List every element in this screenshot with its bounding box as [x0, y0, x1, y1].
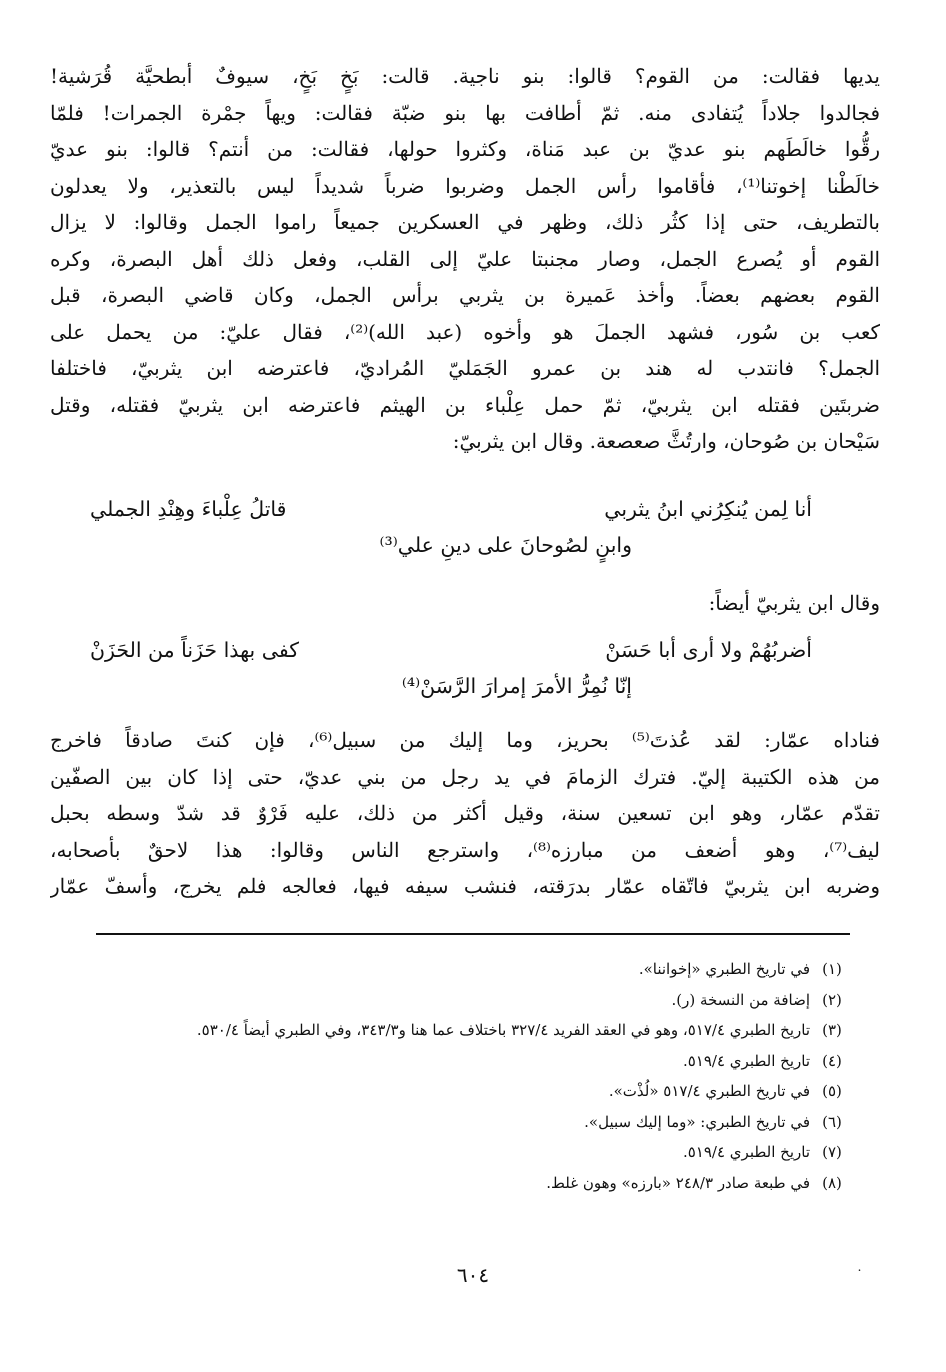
poem-verse-2: وابنٍ لصُوحانَ على دينِ علي⁽³⁾: [379, 533, 632, 557]
text-line: ليف⁽⁷⁾، وهو أضعف من مبارزه⁽⁸⁾، واسترجع الناس وقالوا: هذا لاحقٌ بأصحابه،: [50, 837, 880, 862]
footnote: [60, 1111, 854, 1133]
text-line: تقدّم عمّار، وهو ابن تسعين سنة، وقيل أكثر من ذلك، عليه فَرْوٌ قد شدّ وسطه بحبل: [50, 801, 880, 825]
main-text-bottom: [50, 722, 880, 905]
footnote-number: (٥): [822, 1082, 842, 1100]
text-line: فجالدوا جلاداً يُتفادى منه. ثمّ أطافت بها بنو ضبّة فقالت: ويهاً جمْرة الجمرات! فلمّا: [50, 100, 880, 125]
hemistich-right: أنا لِمن يُنكِرُني ابنُ يثربي: [604, 497, 812, 521]
footnote: [60, 1080, 854, 1102]
footnote-number: (٧): [822, 1143, 842, 1161]
footnote-number: (٦): [822, 1112, 842, 1131]
footnote-text: في تاريخ الطبري ٥١٧/٤ «لُذْت».: [608, 1082, 810, 1100]
hemistich-right: أضربُهُمْ ولا أرى أبا حَسَنْ: [605, 638, 812, 662]
text-line: ضربتَين فقتله ابن يثربيّ، ثمّ حمل عِلْباء بن الهيثم فاعترضه ابن يثربيّ فقتله، وقتل: [50, 392, 880, 417]
text-line: وضربه ابن يثربيّ فاتّقاه عمّار بدرَقته، فنشب سيفه فيها، فعالجه فلم يخرج، وأسفّ عمّار: [50, 874, 880, 898]
poem-verse: [90, 491, 812, 527]
hemistich-left: كفى بهذا حَزَناً من الحَزَنْ: [90, 638, 299, 662]
footnote: [60, 1050, 854, 1072]
poem-1: [90, 491, 812, 563]
footnote-number: (٢): [822, 990, 842, 1009]
hemistich-left: قاتلُ عِلْباءَ وهِنْدِ الجملي: [90, 497, 287, 521]
text-line: كعب بن سُور، فشهد الجملَ هو وأخوه (عبد الله)⁽²⁾، فقال عليّ: من يحمل على: [50, 319, 880, 344]
text-line: يديها فقالت: من القوم؟ قالوا: بنو ناجية. قالت: بَخٍ بَخٍ، سيوفٌ أبطحيَّة قُرَشية!: [50, 64, 880, 88]
text-line: القوم أو يُصرع الجمل، وصار مجنبتا عليّ إلى القلب، وفعل ذلك أهل البصرة، وكره: [50, 246, 880, 271]
footnote: [60, 1172, 854, 1194]
poem-verse-2: إنّا نُمِرُّ الأمرَ إمرارَ الرَّسَنْ⁽⁴⁾: [401, 674, 632, 698]
footnote-text: تاريخ الطبري ٥١٩/٤.: [682, 1051, 810, 1070]
footnotes: [60, 958, 854, 1202]
text-line: القوم بعضهم بعضاً. وأخذ عَميرة بن يثربي برأس الجمل، وكان قاضي البصرة، قبل: [50, 283, 880, 307]
print-mark: ˙: [856, 1268, 863, 1284]
footnote-number: (١): [822, 960, 842, 978]
footnote-number: (٣): [822, 1021, 842, 1039]
footnote: [60, 989, 854, 1011]
text-line: سَيْحان بن صُوحان، وارتُثَّ صعصعة. وقال ابن يثربيّ:: [452, 429, 880, 453]
text-line: الجمل؟ فانتدب له هند بن عمرو الجَمَليّ المُراديّ، فاعترضه ابن يثربيّ، فاختلفا: [50, 356, 880, 380]
footnote: [60, 1141, 854, 1163]
footnote-divider: [96, 933, 850, 935]
footnote-text: تاريخ الطبري ٥١٩/٤.: [682, 1143, 810, 1161]
footnote: [60, 958, 854, 980]
footnote-text: إضافة من النسخة (ر).: [671, 990, 810, 1009]
poem-intro: وقال ابن يثربيّ أيضاً:: [708, 591, 880, 615]
text-line: من هذه الكتيبة إليّ. فترك الزمامَ في يد رجل من بني عديّ، حتى إذا كان بين الصفّين: [50, 764, 880, 789]
footnote-number: (٤): [822, 1051, 842, 1070]
footnote-text: في طبعة صادر ٢٤٨/٣ «بارزه» وهون غلط.: [546, 1173, 810, 1192]
footnote: [60, 1019, 854, 1041]
text-line: فناداه عمّار: لقد عُذتَ⁽⁵⁾ بحريز، وما إليك من سبيل⁽⁶⁾، فإن كنتَ صادقاً فاخرج: [50, 728, 880, 752]
text-line: خالَطْنا إخوتنا⁽¹⁾، فأقاموا رأس الجمل وضربوا ضرباً شديداً ليس بالتعذير، ولا يعدلون: [50, 173, 880, 198]
page-number: ٦٠٤: [456, 1263, 490, 1287]
footnote-number: (٨): [822, 1173, 842, 1192]
main-text-top: [50, 58, 880, 460]
text-line: رقُّوا خالَطَهم بنو عديّ بن عبد مَناة، وكثروا حولها، فقالت: من أنتم؟ قالوا: بنو عديّ: [50, 137, 880, 161]
footnote-text: تاريخ الطبري ٥١٧/٤، وهو في العقد الفريد ٣٢٧/٤ باختلاف عما هنا و٣٤٣/٣، وفي الطبري أيضاً ٥٣٠/٤.: [196, 1021, 810, 1039]
poem-2: [90, 632, 812, 704]
footnote-text: في تاريخ الطبري: «وما إليك سبيل».: [584, 1112, 810, 1131]
text-line: بالتطريف، حتى إذا كثُر ذلك، وظهر في العسكرين جميعاً راموا الجمل وقالوا: لا يزال: [50, 210, 880, 234]
poem-verse: [90, 632, 812, 668]
footnote-text: في تاريخ الطبري «إخواننا».: [638, 960, 810, 978]
